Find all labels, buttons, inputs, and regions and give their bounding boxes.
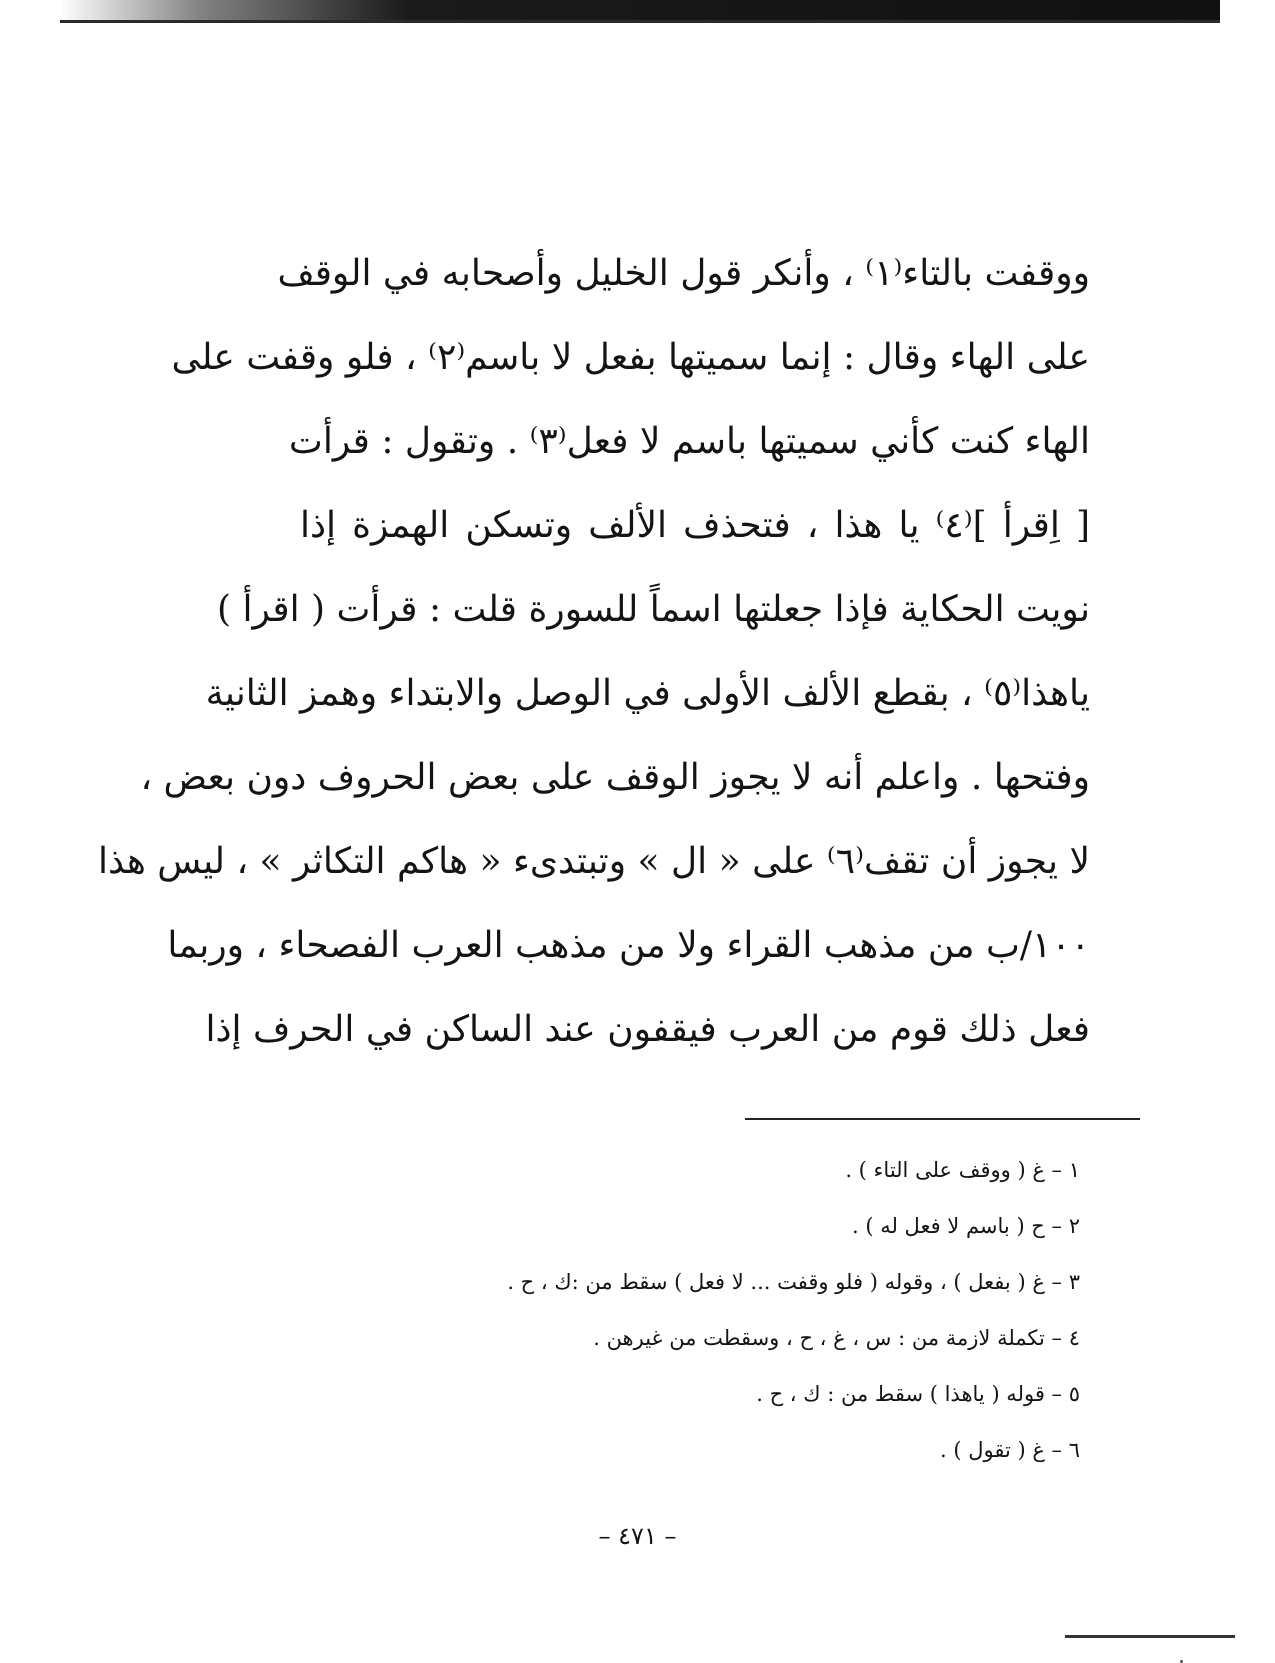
text-line: على الهاء وقال : إنما سميتها بفعل لا باسم⁽٢⁾ ، فلو وقفت على — [171, 337, 1090, 378]
scan-bottom-edge — [1065, 1635, 1235, 1638]
text-line: نويت الحكاية فإذا جعلتها اسماً للسورة قلت : قرأت ( اقرأ ) — [217, 589, 1090, 630]
footnote: ٣ – غ ( بفعل ) ، وقوله ( فلو وقفت ... لا فعل ) سقط من :ك ، ح . — [507, 1270, 1080, 1294]
text-line: [ اِقرأ ]⁽٤⁾ يا هذا ، فتحذف الألف وتسكن الهمزة إذا — [300, 505, 1090, 546]
page-number: – ٤٧١ – — [598, 1522, 677, 1550]
text-line: فعل ذلك قوم من العرب فيقفون عند الساكن في الحرف إذا — [205, 1009, 1090, 1050]
footnote: ١ – غ ( ووقف على التاء ) . — [845, 1158, 1080, 1182]
text-line: لا يجوز أن تقف⁽٦⁾ على « ال » وتبتدىء « هاكم التكاثر » ، ليس هذا — [97, 841, 1090, 882]
text-line: الهاء كنت كأني سميتها باسم لا فعل⁽٣⁾ . وتقول : قرأت — [288, 421, 1090, 462]
scan-top-edge — [60, 20, 1220, 23]
text-line: ١٠٠/ب من مذهب القراء ولا من مذهب العرب الفصحاء ، وربما — [167, 925, 1090, 966]
text-line: ووقفت بالتاء⁽١⁾ ، وأنكر قول الخليل وأصحابه في الوقف — [277, 253, 1090, 294]
main-text — [97, 232, 1090, 1072]
footnotes — [320, 1142, 1080, 1478]
footnote: ٥ – قوله ( ياهذا ) سقط من : ك ، ح . — [756, 1382, 1080, 1406]
footnote: ٦ – غ ( تقول ) . — [940, 1438, 1080, 1462]
footnote-divider — [745, 1118, 1140, 1120]
text-line: ياهذا⁽٥⁾ ، بقطع الألف الأولى في الوصل والابتداء وهمز الثانية — [205, 673, 1090, 714]
text-line: وفتحها . واعلم أنه لا يجوز الوقف على بعض الحروف دون بعض ، — [140, 757, 1090, 798]
footnote: ٤ – تكملة لازمة من : س ، غ ، ح ، وسقطت من غيرهن . — [593, 1326, 1080, 1350]
footnote: ٢ – ح ( باسم لا فعل له ) . — [852, 1214, 1080, 1238]
scan-top-border — [60, 0, 1220, 22]
